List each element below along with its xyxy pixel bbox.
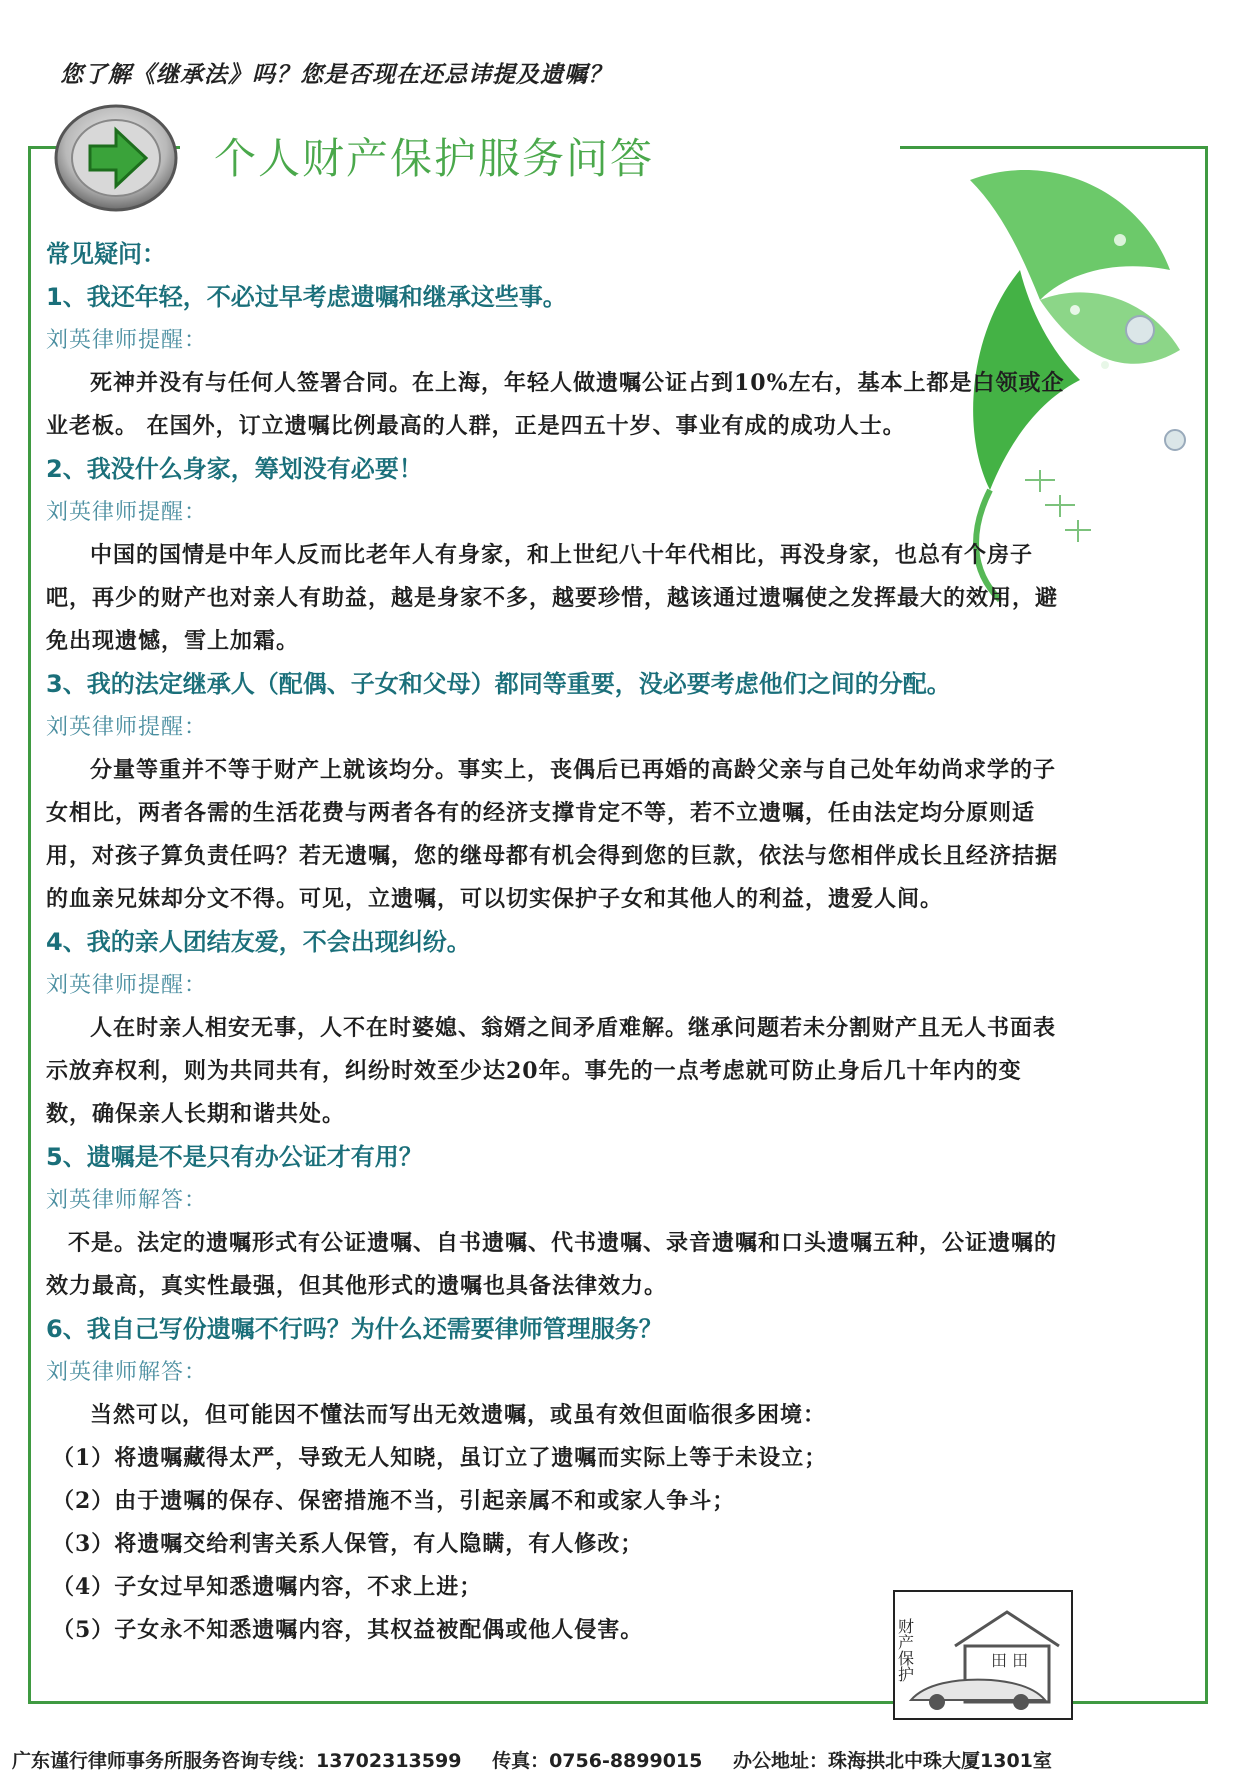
answer-3: 分量等重并不等于财产上就该均分。事实上，丧偶后已再婚的高龄父亲与自己处年幼尚求学的子女相比，两者各需的生活花费与两者各有的经济支撑肯定不等，若不立遗嘱，任由法定均分原则适用，对孩子算负责任吗？若无遗嘱，您的继母都有机会得到您的巨款，依法与您相伴成长且经济拮据的血亲兄妹却分文不得。可见，立遗嘱，可以切实保护子女和其他人的利益，遗爱人间。 bbox=[46, 757, 1059, 912]
answer-4: 人在时亲人相安无事，人不在时婆媳、翁婿之间矛盾难解。继承问题若未分割财产且无人书面表示放弃权利，则为共同共有，纠纷时效至少达20年。事先的一点考虑就可防止身后几十年内的变数，确保亲人长期和谐共处。 bbox=[46, 1015, 1057, 1127]
lawyer-answer-5: 刘英律师解答： bbox=[46, 1188, 208, 1213]
question-2: 2、我没什么身家，筹划没有必要！ bbox=[46, 455, 423, 483]
question-5: 5、遗嘱是不是只有办公证才有用？ bbox=[46, 1143, 423, 1171]
answer-6: 当然可以，但可能因不懂法而写出无效遗嘱，或虽有效但面临很多困境： bbox=[90, 1402, 827, 1428]
list-item: （5）子女永不知悉遗嘱内容，其权益被配偶或他人侵害。 bbox=[52, 1617, 644, 1643]
list-item: （1）将遗嘱藏得太严，导致无人知晓，虽订立了遗嘱而实际上等于未设立； bbox=[52, 1445, 828, 1471]
section-label: 常见疑问： bbox=[46, 240, 166, 268]
property-protection-logo bbox=[893, 1590, 1073, 1720]
question-3: 3、我的法定继承人（配偶、子女和父母）都同等重要，没必要考虑他们之间的分配。 bbox=[46, 670, 951, 698]
answer-5: 不是。法定的遗嘱形式有公证遗嘱、自书遗嘱、代书遗嘱、录音遗嘱和口头遗嘱五种，公证遗嘱的效力最高，真实性最强，但其他形式的遗嘱也具备法律效力。 bbox=[46, 1230, 1058, 1299]
lawyer-reminder-4: 刘英律师提醒： bbox=[46, 973, 208, 998]
lawyer-answer-6: 刘英律师解答： bbox=[46, 1360, 208, 1385]
logo-text: 财产保护 bbox=[895, 1618, 915, 1682]
list-item: （3）将遗嘱交给利害关系人保管，有人隐瞒，有人修改； bbox=[52, 1531, 644, 1557]
answer-2: 中国的国情是中年人反而比老年人有身家，和上世纪八十年代相比，再没身家，也总有个房子吧，再少的财产也对亲人有助益，越是身家不多，越要珍惜，越该通过遗嘱使之发挥最大的效用，避免出现遗憾，雪上加霜。 bbox=[46, 542, 1059, 654]
qa-content bbox=[46, 232, 1066, 1652]
question-1: 1、我还年轻，不必过早考虑遗嘱和继承这些事。 bbox=[46, 283, 567, 311]
lawyer-reminder-2: 刘英律师提醒： bbox=[46, 500, 208, 525]
page-title: 个人财产保护服务问答 bbox=[214, 134, 655, 183]
footer bbox=[12, 1746, 1076, 1773]
lawyer-reminder-1: 刘英律师提醒： bbox=[46, 328, 208, 353]
tagline: 您了解《继承法》吗？您是否现在还忌讳提及遗嘱？ bbox=[60, 61, 612, 88]
question-6: 6、我自己写份遗嘱不行吗？为什么还需要律师管理服务？ bbox=[46, 1315, 663, 1343]
question-4: 4、我的亲人团结友爱，不会出现纠纷。 bbox=[46, 928, 471, 956]
answer-1: 死神并没有与任何人签署合同。在上海，年轻人做遗嘱公证占到10%左右，基本上都是白领或企业老板。 在国外，订立遗嘱比例最高的人群，正是四五十岁、事业有成的成功人士。 bbox=[46, 370, 1065, 439]
footer-hotline: 广东谨行律师事务所服务咨询专线：13702313599 bbox=[12, 1750, 462, 1772]
house-car-icon bbox=[895, 1592, 1071, 1718]
footer-fax: 传真：0756-8899015 bbox=[492, 1750, 703, 1772]
window-label: 田 田 bbox=[991, 1651, 1029, 1670]
arrow-icon bbox=[50, 96, 186, 216]
list-item: （2）由于遗嘱的保存、保密措施不当，引起亲属不和或家人争斗； bbox=[52, 1488, 736, 1514]
footer-address: 办公地址：珠海拱北中珠大厦1301室 bbox=[733, 1750, 1052, 1772]
list-item: （4）子女过早知悉遗嘱内容，不求上进； bbox=[52, 1574, 483, 1600]
lawyer-reminder-3: 刘英律师提醒： bbox=[46, 715, 208, 740]
